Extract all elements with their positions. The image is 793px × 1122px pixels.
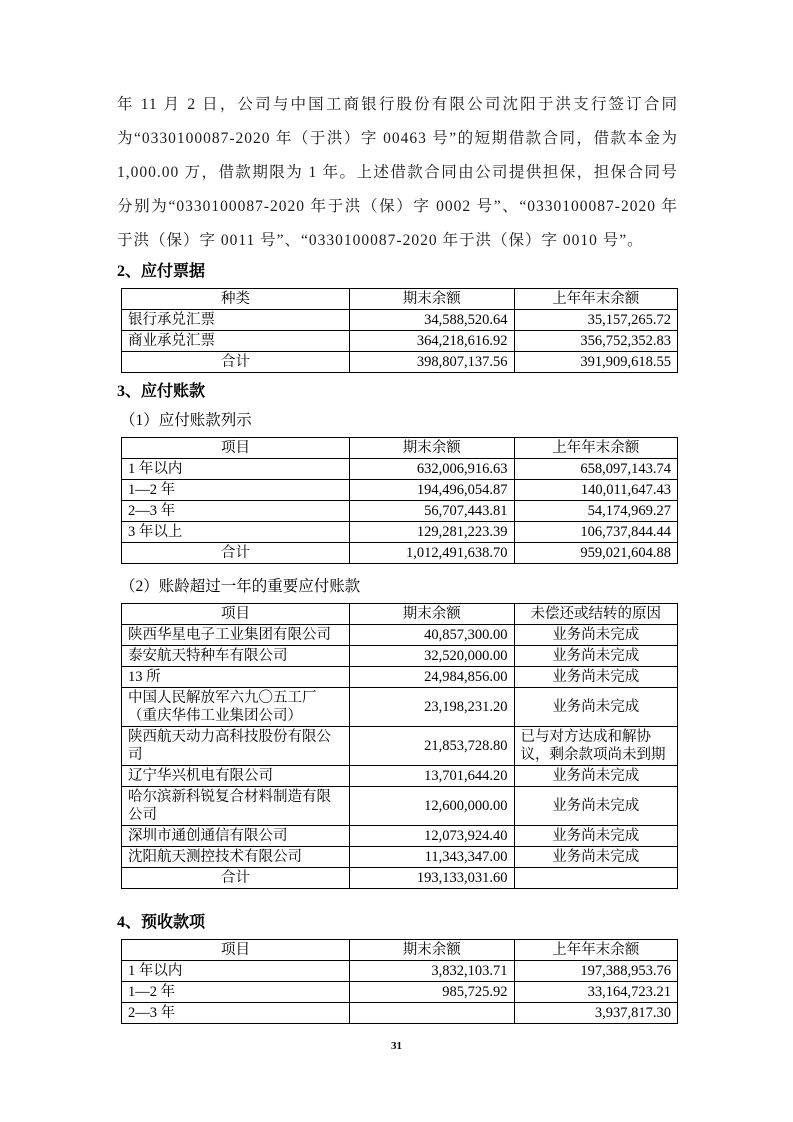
table-row: [122, 688, 678, 727]
page-number: 31: [391, 1040, 402, 1052]
page-content: [117, 88, 678, 1024]
table-cell: 深圳市通创通信有限公司: [122, 826, 350, 847]
table-row: [122, 522, 678, 543]
table-total-row: [122, 352, 678, 373]
table-header-row: [122, 289, 678, 310]
table-cell: 11,343,347.00: [349, 847, 514, 868]
aging-over-one-year-subheading: （2）账龄超过一年的重要应付账款: [120, 578, 361, 595]
table-cell: 陕西华星电子工业集团有限公司: [122, 625, 350, 646]
table-row: [122, 310, 678, 331]
table-header-cell: 期末余额: [349, 438, 514, 459]
table-cell: 12,073,924.40: [349, 826, 514, 847]
table-cell: 32,520,000.00: [349, 646, 514, 667]
table-cell: 合计: [122, 868, 350, 889]
table-row: [122, 331, 678, 352]
table-row: [122, 625, 678, 646]
table-cell: 银行承兑汇票: [122, 310, 350, 331]
advances-table: [121, 939, 678, 1024]
table-cell: 40,857,300.00: [349, 625, 514, 646]
table-header-cell: 未偿还或结转的原因: [514, 604, 677, 625]
table-header-cell: 项目: [122, 438, 350, 459]
table-cell: 129,281,223.39: [349, 522, 514, 543]
table-row: [122, 459, 678, 480]
table-row: [122, 501, 678, 522]
table-row: [122, 646, 678, 667]
table-cell: 业务尚未完成: [514, 766, 677, 787]
table-cell: 3 年以上: [122, 522, 350, 543]
table-cell: 合计: [122, 543, 350, 564]
table-cell: 54,174,969.27: [514, 501, 677, 522]
table-cell: 3,937,817.30: [514, 1003, 677, 1024]
table-cell: 1—2 年: [122, 480, 350, 501]
table-cell: 106,737,844.44: [514, 522, 677, 543]
advances-heading: 4、预收款项: [117, 914, 206, 931]
table-cell: 商业承兑汇票: [122, 331, 350, 352]
notes-payable-table: [121, 288, 678, 373]
table-cell: 业务尚未完成: [514, 847, 677, 868]
table-cell: 1 年以内: [122, 459, 350, 480]
table-cell: 23,198,231.20: [349, 688, 514, 727]
table-cell: 已与对方达成和解协议，剩余款项尚未到期: [514, 727, 677, 766]
notes-payable-heading: 2、应付票据: [117, 263, 206, 280]
table-cell: 194,496,054.87: [349, 480, 514, 501]
table-cell: 398,807,137.56: [349, 352, 514, 373]
table-header-cell: 期末余额: [349, 289, 514, 310]
table-cell: 1,012,491,638.70: [349, 543, 514, 564]
table-header-row: [122, 604, 678, 625]
table-header-cell: 期末余额: [349, 940, 514, 961]
table-cell: 658,097,143.74: [514, 459, 677, 480]
table-cell: 业务尚未完成: [514, 826, 677, 847]
table-header-row: [122, 940, 678, 961]
table-header-cell: 种类: [122, 289, 350, 310]
table-cell: 985,725.92: [349, 982, 514, 1003]
intro-paragraph: 年 11 月 2 日，公司与中国工商银行股份有限公司沈阳于洪支行签订合同为“0330100087-2020 年（于洪）字 00463 号”的短期借款合同，借款本金为 1,000.00 万，借款期限为 1 年。上述借款合同由公司提供担保，担保合同号分别为“0330100087-2020 年于洪（保）字 0002 号”、“0330100087-2020 年于洪（保）字 0011 号”、“0330100087-2020 年于洪（保）字 0010 号”。: [117, 96, 678, 249]
table-total-row: [122, 543, 678, 564]
table-cell: [514, 868, 677, 889]
table-cell: 辽宁华兴机电有限公司: [122, 766, 350, 787]
table-cell: 1 年以内: [122, 961, 350, 982]
accounts-payable-listing-subheading: （1）应付账款列示: [120, 412, 252, 429]
table-cell: 合计: [122, 352, 350, 373]
table-header-cell: 项目: [122, 604, 350, 625]
table-cell: 193,133,031.60: [349, 868, 514, 889]
table-row: [122, 826, 678, 847]
table-cell: 34,588,520.64: [349, 310, 514, 331]
table-header-cell: 上年年末余额: [514, 940, 677, 961]
table-total-row: [122, 868, 678, 889]
table-cell: 业务尚未完成: [514, 625, 677, 646]
table-header-cell: 项目: [122, 940, 350, 961]
table-cell: 21,853,728.80: [349, 727, 514, 766]
table-cell: 632,006,916.63: [349, 459, 514, 480]
table-cell: 业务尚未完成: [514, 667, 677, 688]
table-cell: 12,600,000.00: [349, 787, 514, 826]
page-footer: [0, 1036, 793, 1054]
accounts-payable-listing-table: [121, 437, 678, 564]
table-cell: 24,984,856.00: [349, 667, 514, 688]
table-cell: 3,832,103.71: [349, 961, 514, 982]
table-cell: 13 所: [122, 667, 350, 688]
table-cell: 391,909,618.55: [514, 352, 677, 373]
table-header-cell: 上年年末余额: [514, 289, 677, 310]
table-cell: 业务尚未完成: [514, 688, 677, 727]
table-cell: 2—3 年: [122, 501, 350, 522]
table-cell: 197,388,953.76: [514, 961, 677, 982]
table-cell: 2—3 年: [122, 1003, 350, 1024]
table-row: [122, 667, 678, 688]
table-cell: 陕西航天动力高科技股份有限公司: [122, 727, 350, 766]
table-cell: 哈尔滨新科锐复合材料制造有限公司: [122, 787, 350, 826]
table-header-cell: 上年年末余额: [514, 438, 677, 459]
table-row: [122, 847, 678, 868]
table-row: [122, 727, 678, 766]
table-cell: 沈阳航天测控技术有限公司: [122, 847, 350, 868]
table-header-row: [122, 438, 678, 459]
table-row: [122, 787, 678, 826]
table-cell: 1—2 年: [122, 982, 350, 1003]
table-row: [122, 766, 678, 787]
table-cell: 56,707,443.81: [349, 501, 514, 522]
table-cell: [349, 1003, 514, 1024]
accounts-payable-heading: 3、应付账款: [117, 383, 206, 400]
table-cell: 959,021,604.88: [514, 543, 677, 564]
table-cell: 业务尚未完成: [514, 787, 677, 826]
table-row: [122, 1003, 678, 1024]
table-header-cell: 期末余额: [349, 604, 514, 625]
table-row: [122, 982, 678, 1003]
table-cell: 业务尚未完成: [514, 646, 677, 667]
table-cell: 13,701,644.20: [349, 766, 514, 787]
table-cell: 356,752,352.83: [514, 331, 677, 352]
table-row: [122, 961, 678, 982]
table-row: [122, 480, 678, 501]
table-cell: 35,157,265.72: [514, 310, 677, 331]
table-cell: 140,011,647.43: [514, 480, 677, 501]
table-cell: 泰安航天特种车有限公司: [122, 646, 350, 667]
aging-over-one-year-table: [121, 603, 678, 889]
table-cell: 中国人民解放军六九〇五工厂（重庆华伟工业集团公司）: [122, 688, 350, 727]
table-cell: 33,164,723.21: [514, 982, 677, 1003]
table-cell: 364,218,616.92: [349, 331, 514, 352]
